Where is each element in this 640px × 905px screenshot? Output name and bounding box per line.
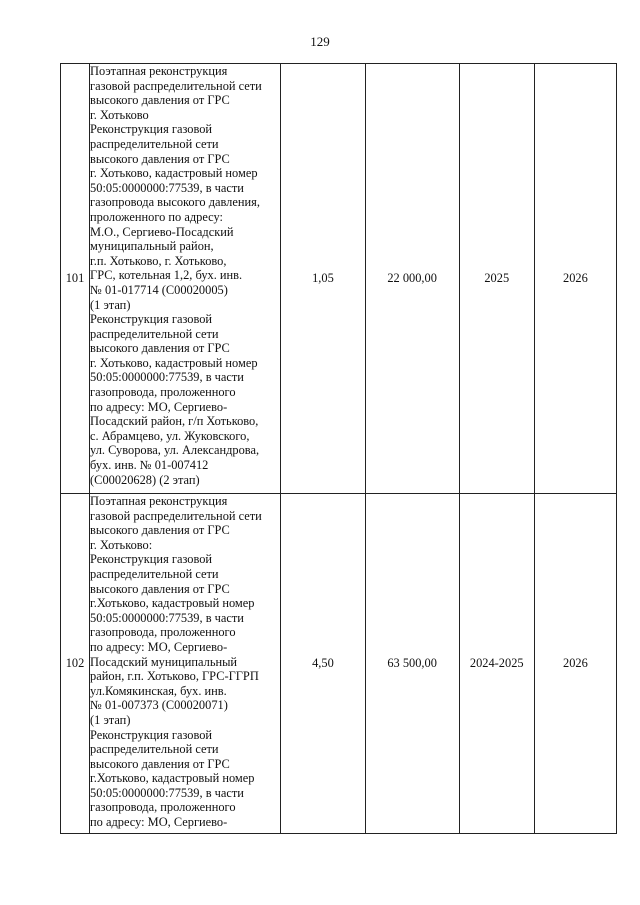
description-line: высокого давления от ГРС: [90, 756, 230, 771]
table-row: [61, 494, 617, 834]
description-line: 50:05:0000000:77539, в части: [90, 370, 244, 385]
cost-cell: 22 000,00: [365, 64, 459, 494]
description-line: проложенного по адресу:: [90, 209, 223, 224]
description-line: Реконструкция газовой: [90, 312, 213, 327]
description-line: Реконструкция газовой: [90, 727, 213, 742]
row-number: 101: [61, 64, 90, 494]
page-number: 129: [310, 34, 330, 49]
description-line: (1 этап): [90, 297, 131, 312]
cost-cell: 63 500,00: [365, 494, 459, 834]
description-line: по адресу: МО, Сергиево-: [90, 815, 228, 830]
description-line: г. Хотьково:: [90, 537, 153, 552]
description-line: ГРС, котельная 1,2, бух. инв.: [90, 268, 243, 283]
description-line: газопровода, проложенного: [90, 385, 236, 400]
description-line: высокого давления от ГРС: [90, 523, 230, 538]
description-line: г.Хотьково, кадастровый номер: [90, 596, 255, 611]
description-line: с. Абрамцево, ул. Жуковского,: [90, 428, 250, 443]
description-line: М.О., Сергиево-Посадский: [90, 224, 234, 239]
description-line: газопровода, проложенного: [90, 800, 236, 815]
description-line: 50:05:0000000:77539, в части: [90, 785, 244, 800]
description-line: Реконструкция газовой: [90, 552, 213, 567]
row-number: 102: [61, 494, 90, 834]
description-line: распределительной сети: [90, 326, 219, 341]
description-line: ул.Комякинская, бух. инв.: [90, 683, 227, 698]
description-line: по адресу: МО, Сергиево-: [90, 399, 228, 414]
description-line: Поэтапная реконструкция: [90, 494, 228, 508]
description-line: № 01-007373 (С00020071): [90, 698, 228, 713]
description-line: г.Хотьково, кадастровый номер: [90, 771, 255, 786]
description-line: г. Хотьково: [90, 107, 149, 122]
start-year-cell: 2025: [459, 64, 534, 494]
description-line: бух. инв. № 01-007412: [90, 458, 209, 473]
description-line: высокого давления от ГРС: [90, 151, 230, 166]
description-line: район, г.п. Хотьково, ГРС-ГГРП: [90, 669, 259, 684]
description-line: г. Хотьково, кадастровый номер: [90, 166, 258, 181]
description-line: Посадский район, г/п Хотьково,: [90, 414, 259, 429]
description-line: 50:05:0000000:77539, в части: [90, 610, 244, 625]
description-line: № 01-017714 (С00020005): [90, 282, 228, 297]
start-year-cell: 2024-2025: [459, 494, 534, 834]
description-line: газовой распределительной сети: [90, 78, 262, 93]
description-line: газовой распределительной сети: [90, 508, 262, 523]
investment-table: [60, 63, 617, 834]
description-line: высокого давления от ГРС: [90, 581, 230, 596]
description-line: г.п. Хотьково, г. Хотьково,: [90, 253, 227, 268]
row-description: [90, 64, 281, 494]
description-line: распределительной сети: [90, 742, 219, 757]
length-cell: 4,50: [281, 494, 365, 834]
description-line: Посадский муниципальный: [90, 654, 238, 669]
description-line: по адресу: МО, Сергиево-: [90, 639, 228, 654]
description-line: (С00020628) (2 этап): [90, 472, 200, 487]
description-line: распределительной сети: [90, 566, 219, 581]
description-line: муниципальный район,: [90, 239, 214, 254]
description-line: Реконструкция газовой: [90, 122, 213, 137]
description-line: 50:05:0000000:77539, в части: [90, 180, 244, 195]
end-year-cell: 2026: [534, 494, 616, 834]
end-year-cell: 2026: [534, 64, 616, 494]
description-line: высокого давления от ГРС: [90, 341, 230, 356]
description-line: Поэтапная реконструкция: [90, 64, 228, 78]
length-cell: 1,05: [281, 64, 365, 494]
row-description: [90, 494, 281, 834]
table-row: [61, 64, 617, 494]
description-line: газопровода, проложенного: [90, 625, 236, 640]
description-line: распределительной сети: [90, 136, 219, 151]
description-line: газопровода высокого давления,: [90, 195, 260, 210]
description-line: (1 этап): [90, 712, 131, 727]
description-line: высокого давления от ГРС: [90, 93, 230, 108]
description-line: ул. Суворова, ул. Александрова,: [90, 443, 260, 458]
description-line: г. Хотьково, кадастровый номер: [90, 355, 258, 370]
